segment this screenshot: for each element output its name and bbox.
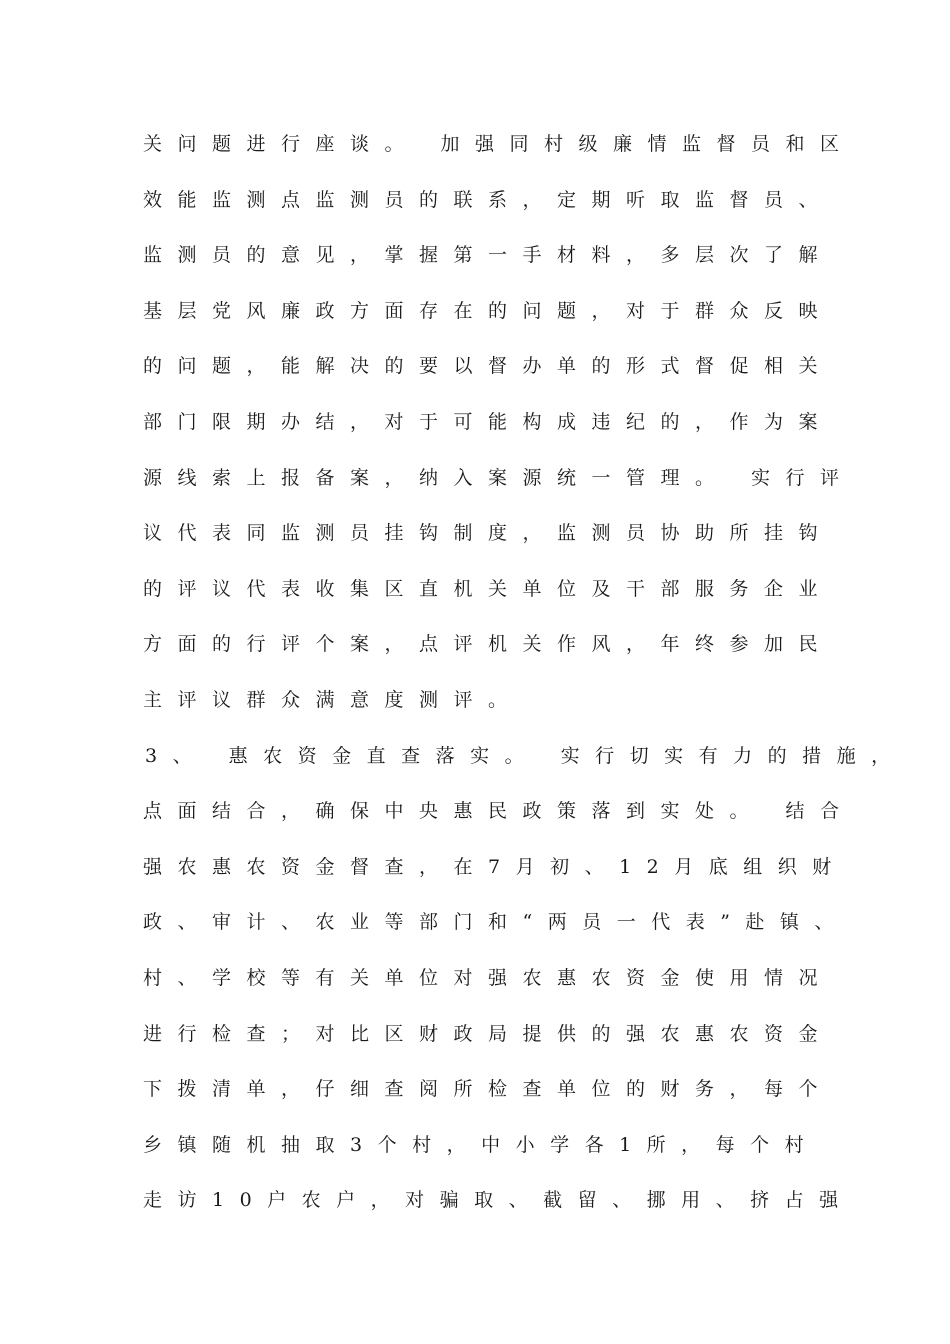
text-line: 村、学校等有关单位对强农惠农资金使用情况 xyxy=(143,966,834,989)
text-line: 主评议群众满意度测评。 xyxy=(143,688,523,711)
text-line: 源线索上报备案，纳入案源统一管理。 实行评 xyxy=(143,466,855,489)
text-line: 乡镇随机抽取3个村，中小学各1所，每个村 xyxy=(143,1133,820,1156)
text-line: 基层党风廉政方面存在的问题，对于群众反映 xyxy=(143,299,834,322)
text-line: 点面结合，确保中央惠民政策落到实处。 结合 xyxy=(143,800,855,823)
text-line: 下拨清单，仔细查阅所检查单位的财务，每个 xyxy=(143,1078,834,1101)
text-line: 议代表同监测员挂钩制度，监测员协助所挂钩 xyxy=(143,522,834,545)
text-line: 进行检查；对比区财政局提供的强农惠农资金 xyxy=(143,1022,834,1045)
text-line: 部门限期办结，对于可能构成违纪的，作为案 xyxy=(143,410,834,433)
text-line: 走访10户农户，对骗取、截留、挪用、挤占强 xyxy=(143,1189,854,1212)
text-line: 的评议代表收集区直机关单位及干部服务企业 xyxy=(143,577,834,600)
body-text xyxy=(143,128,906,1240)
text-line: 监测员的意见，掌握第一手材料，多层次了解 xyxy=(143,244,834,267)
text-line: 效能监测点监测员的联系，定期听取监督员、 xyxy=(143,188,834,211)
text-line: 的问题，能解决的要以督办单的形式督促相关 xyxy=(143,355,834,378)
text-line: 强农惠农资金督查，在7月初、12月底组织财 xyxy=(143,855,847,878)
text-line: 政、审计、农业等部门和“两员一代表”赴镇、 xyxy=(143,911,849,934)
text-line: 方面的行评个案，点评机关作风，年终参加民 xyxy=(143,633,834,656)
text-line: 关问题进行座谈。 加强同村级廉情监督员和区 xyxy=(143,133,855,155)
section-heading-line: 3、 惠农资金直查落实。 实行切实有力的措施， xyxy=(145,744,906,767)
